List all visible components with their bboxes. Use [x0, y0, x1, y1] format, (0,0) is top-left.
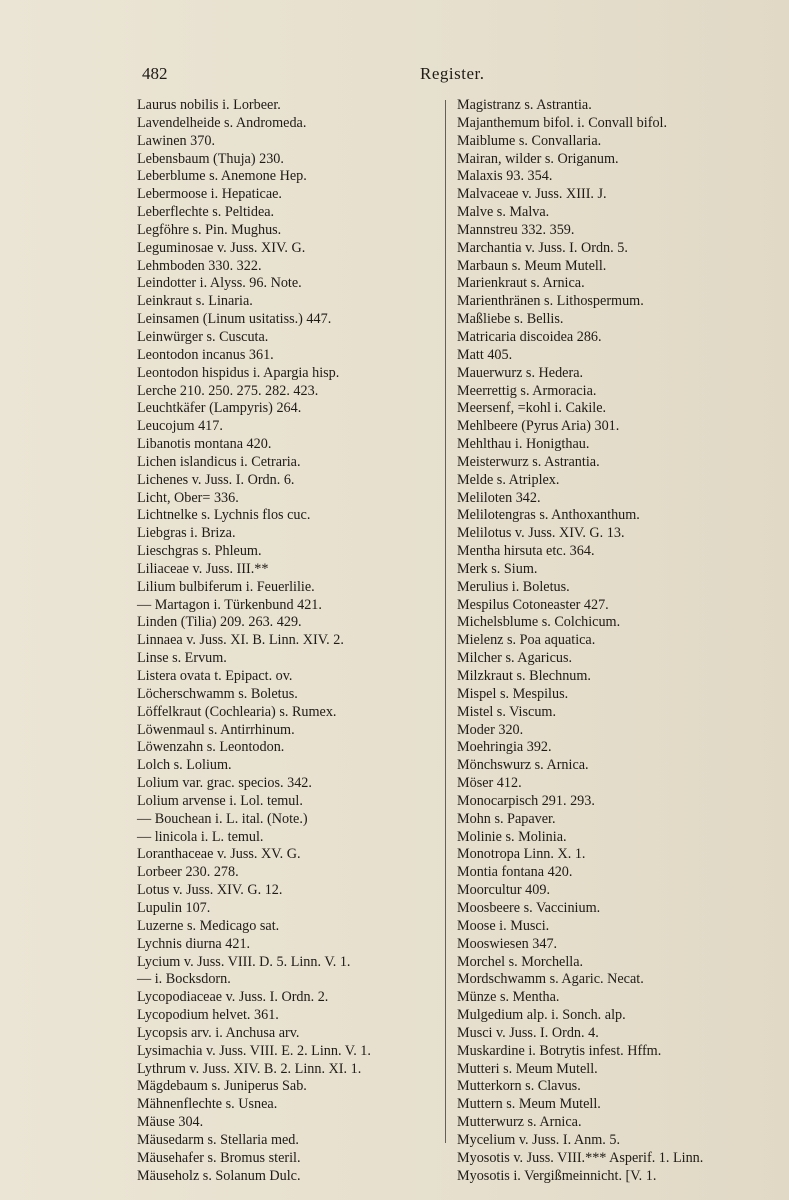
- index-entry: Lebensbaum (Thuja) 230.: [137, 150, 284, 167]
- index-entry: Leberblume s. Anemone Hep.: [137, 168, 307, 185]
- index-entry: Mägdebaum s. Juniperus Sab.: [137, 1078, 307, 1095]
- index-entry: Leinwürger s. Cuscuta.: [137, 328, 269, 345]
- index-entry: Melilotengras s. Anthoxanthum.: [457, 507, 640, 524]
- index-entry: Loranthaceae v. Juss. XV. G.: [137, 846, 301, 863]
- index-entry: Leinkraut s. Linaria.: [137, 293, 253, 310]
- index-entry: Lichen islandicus i. Cetraria.: [137, 453, 301, 470]
- index-entry: Mehlbeere (Pyrus Aria) 301.: [457, 418, 620, 435]
- index-entry: Matt 405.: [457, 346, 513, 363]
- index-entry: Münze s. Mentha.: [457, 989, 560, 1006]
- index-entry: Lychnis diurna 421.: [137, 935, 251, 952]
- index-entry: Lolium var. grac. specios. 342.: [137, 775, 312, 792]
- index-entry: Lolch s. Lolium.: [137, 757, 232, 774]
- index-entry: Mauerwurz s. Hedera.: [457, 364, 584, 381]
- index-entry: Liebgras i. Briza.: [137, 525, 236, 542]
- index-entry: Legföhre s. Pin. Mughus.: [137, 221, 282, 238]
- index-entry: Lerche 210. 250. 275. 282. 423.: [137, 382, 319, 399]
- index-entry: Leontodon hispidus i. Apargia hisp.: [137, 364, 340, 381]
- index-entry: Muttern s. Meum Mutell.: [457, 1096, 601, 1113]
- index-entry: Marchantia v. Juss. I. Ordn. 5.: [457, 239, 628, 256]
- index-entry: Löcherschwamm s. Boletus.: [137, 685, 298, 702]
- index-entry: Laurus nobilis i. Lorbeer.: [137, 97, 281, 113]
- index-entry: Lichenes v. Juss. I. Ordn. 6.: [137, 471, 295, 488]
- index-entry: Milzkraut s. Blechnum.: [457, 668, 591, 684]
- index-entry: Montia fontana 420.: [457, 864, 573, 881]
- index-entry: Moosbeere s. Vaccinium.: [457, 899, 601, 916]
- index-entry: Lycopsis arv. i. Anchusa arv.: [137, 1024, 300, 1041]
- index-entry: Malvaceae v. Juss. XIII. J.: [457, 186, 607, 203]
- index-entry: Liliaceae v. Juss. III.**: [137, 560, 269, 577]
- index-entry: Mordschwamm s. Agaric. Necat.: [457, 971, 644, 988]
- index-entry: Moehringia 392.: [457, 739, 552, 756]
- index-entry: Luzerne s. Medicago sat.: [137, 917, 280, 934]
- index-entry: Molinie s. Molinia.: [457, 828, 567, 845]
- index-entry: Morchel s. Morchella.: [457, 953, 584, 970]
- index-entry: Möser 412.: [457, 775, 522, 792]
- index-entry: Lycopodium helvet. 361.: [137, 1007, 279, 1024]
- index-entry: Leguminosae v. Juss. XIV. G.: [137, 239, 306, 256]
- index-entry: Lysimachia v. Juss. VIII. E. 2. Linn. V. 1.: [137, 1042, 371, 1059]
- index-entry: Mentha hirsuta etc. 364.: [457, 543, 595, 560]
- index-entry: Lichtnelke s. Lychnis flos cuc.: [137, 507, 311, 524]
- index-entry: Mönchswurz s. Arnica.: [457, 757, 589, 774]
- running-head: [0, 64, 789, 90]
- index-entry: — Bouchean i. L. ital. (Note.): [137, 810, 308, 827]
- index-entry: Meerrettig s. Armoracia.: [457, 382, 597, 399]
- index-entry: Mäuse 304.: [137, 1114, 204, 1131]
- index-entry: Lolium arvense i. Lol. temul.: [137, 792, 303, 809]
- index-entry: Mispel s. Mespilus.: [457, 685, 569, 702]
- index-entry: Mutterkorn s. Clavus.: [457, 1078, 581, 1095]
- index-entry: Mielenz s. Poa aquatica.: [457, 632, 596, 649]
- index-entry: Mespilus Cotoneaster 427.: [457, 596, 609, 613]
- index-entry: Lilium bulbiferum i. Feuerlilie.: [137, 578, 315, 595]
- index-entry: Lycium v. Juss. VIII. D. 5. Linn. V. 1.: [137, 953, 351, 970]
- index-entry: Mulgedium alp. i. Sonch. alp.: [457, 1007, 626, 1024]
- index-entry: Maßliebe s. Bellis.: [457, 311, 564, 328]
- index-entry: Lawinen 370.: [137, 132, 216, 149]
- index-column-left: [137, 97, 437, 1185]
- index-entry: Moorcultur 409.: [457, 882, 550, 899]
- page-number: 482: [142, 64, 168, 83]
- index-entry: Mutterwurz s. Arnica.: [457, 1114, 582, 1131]
- index-entry: Muskardine i. Botrytis infest. Hffm.: [457, 1042, 662, 1059]
- index-entry: Lorbeer 230. 278.: [137, 864, 239, 881]
- index-entry: Melilotus v. Juss. XIV. G. 13.: [457, 525, 625, 542]
- index-entry: Mistel s. Viscum.: [457, 703, 556, 720]
- index-entry: Linse s. Ervum.: [137, 650, 227, 667]
- index-entry: — Martagon i. Türkenbund 421.: [137, 596, 322, 613]
- index-entry: Löffelkraut (Cochlearia) s. Rumex.: [137, 703, 337, 720]
- index-entry: Magistranz s. Astrantia.: [457, 97, 592, 113]
- index-entry: Mutteri s. Meum Mutell.: [457, 1060, 598, 1077]
- index-entry: Listera ovata t. Epipact. ov.: [137, 668, 293, 684]
- index-entry: Moose i. Musci.: [457, 917, 550, 934]
- index-entry: Malaxis 93. 354.: [457, 168, 553, 185]
- index-entry: Mäusedarm s. Stellaria med.: [137, 1131, 299, 1148]
- index-entry: Mäuseholz s. Solanum Dulc.: [137, 1167, 301, 1184]
- running-title: Register.: [420, 64, 485, 83]
- index-entry: Libanotis montana 420.: [137, 436, 272, 453]
- index-entry: Myosotis i. Vergißmeinnicht. [V. 1.: [457, 1167, 657, 1184]
- index-entry: Linnaea v. Juss. XI. B. Linn. XIV. 2.: [137, 632, 344, 649]
- column-divider: [445, 100, 446, 1143]
- index-entry: Lycopodiaceae v. Juss. I. Ordn. 2.: [137, 989, 329, 1006]
- index-column-right: [457, 97, 757, 1185]
- index-entry: Licht, Ober= 336.: [137, 489, 239, 506]
- index-entry: Myosotis v. Juss. VIII.*** Asperif. 1. Linn.: [457, 1149, 704, 1166]
- index-entry: Meersenf, =kohl i. Cakile.: [457, 400, 607, 417]
- index-entry: Maiblume s. Convallaria.: [457, 132, 602, 149]
- index-entry: Meisterwurz s. Astrantia.: [457, 453, 600, 470]
- index-entry: Monotropa Linn. X. 1.: [457, 846, 586, 863]
- index-entry: Marienkraut s. Arnica.: [457, 275, 585, 292]
- index-entry: Marienthränen s. Lithospermum.: [457, 293, 644, 310]
- index-entry: Leinsamen (Linum usitatiss.) 447.: [137, 311, 332, 328]
- index-entry: Milcher s. Agaricus.: [457, 650, 573, 667]
- index-entry: Leberflechte s. Peltidea.: [137, 204, 275, 221]
- index-entry: Moder 320.: [457, 721, 524, 738]
- index-entry: Leuchtkäfer (Lampyris) 264.: [137, 400, 302, 417]
- index-entry: Lupulin 107.: [137, 899, 211, 916]
- index-entry: Melde s. Atriplex.: [457, 471, 560, 488]
- index-entry: Lieschgras s. Phleum.: [137, 543, 262, 560]
- index-entry: Lythrum v. Juss. XIV. B. 2. Linn. XI. 1.: [137, 1060, 362, 1077]
- index-entry: Meliloten 342.: [457, 489, 541, 506]
- index-entry: Leucojum 417.: [137, 418, 223, 435]
- index-entry: Merulius i. Boletus.: [457, 578, 570, 595]
- index-entry: — linicola i. L. temul.: [137, 828, 264, 845]
- index-entry: Musci v. Juss. I. Ordn. 4.: [457, 1024, 599, 1041]
- index-entry: Majanthemum bifol. i. Convall bifol.: [457, 114, 668, 131]
- index-entry: Mairan, wilder s. Origanum.: [457, 150, 619, 167]
- index-entry: Lebermoose i. Hepaticae.: [137, 186, 282, 203]
- index-entry: Linden (Tilia) 209. 263. 429.: [137, 614, 302, 631]
- index-entry: Mähnenflechte s. Usnea.: [137, 1096, 278, 1113]
- index-entry: — i. Bocksdorn.: [137, 971, 231, 988]
- index-entry: Leontodon incanus 361.: [137, 346, 274, 363]
- index-entry: Lehmboden 330. 322.: [137, 257, 262, 274]
- index-entry: Mannstreu 332. 359.: [457, 221, 575, 238]
- index-entry: Malve s. Malva.: [457, 204, 550, 221]
- index-entry: Matricaria discoidea 286.: [457, 328, 602, 345]
- index-entry: Mäusehafer s. Bromus steril.: [137, 1149, 301, 1166]
- index-entry: Michelsblume s. Colchicum.: [457, 614, 621, 631]
- index-entry: Marbaun s. Meum Mutell.: [457, 257, 607, 274]
- index-entry: Mehlthau i. Honigthau.: [457, 436, 590, 453]
- index-entry: Löwenmaul s. Antirrhinum.: [137, 721, 295, 738]
- index-entry: Lavendelheide s. Andromeda.: [137, 114, 307, 131]
- index-entry: Mycelium v. Juss. I. Anm. 5.: [457, 1131, 621, 1148]
- index-entry: Leindotter i. Alyss. 96. Note.: [137, 275, 302, 292]
- index-entry: Merk s. Sium.: [457, 560, 538, 577]
- index-entry: Lotus v. Juss. XIV. G. 12.: [137, 882, 283, 899]
- index-entry: Löwenzahn s. Leontodon.: [137, 739, 285, 756]
- index-entry: Monocarpisch 291. 293.: [457, 792, 595, 809]
- index-entry: Mohn s. Papaver.: [457, 810, 556, 827]
- index-entry: Mooswiesen 347.: [457, 935, 558, 952]
